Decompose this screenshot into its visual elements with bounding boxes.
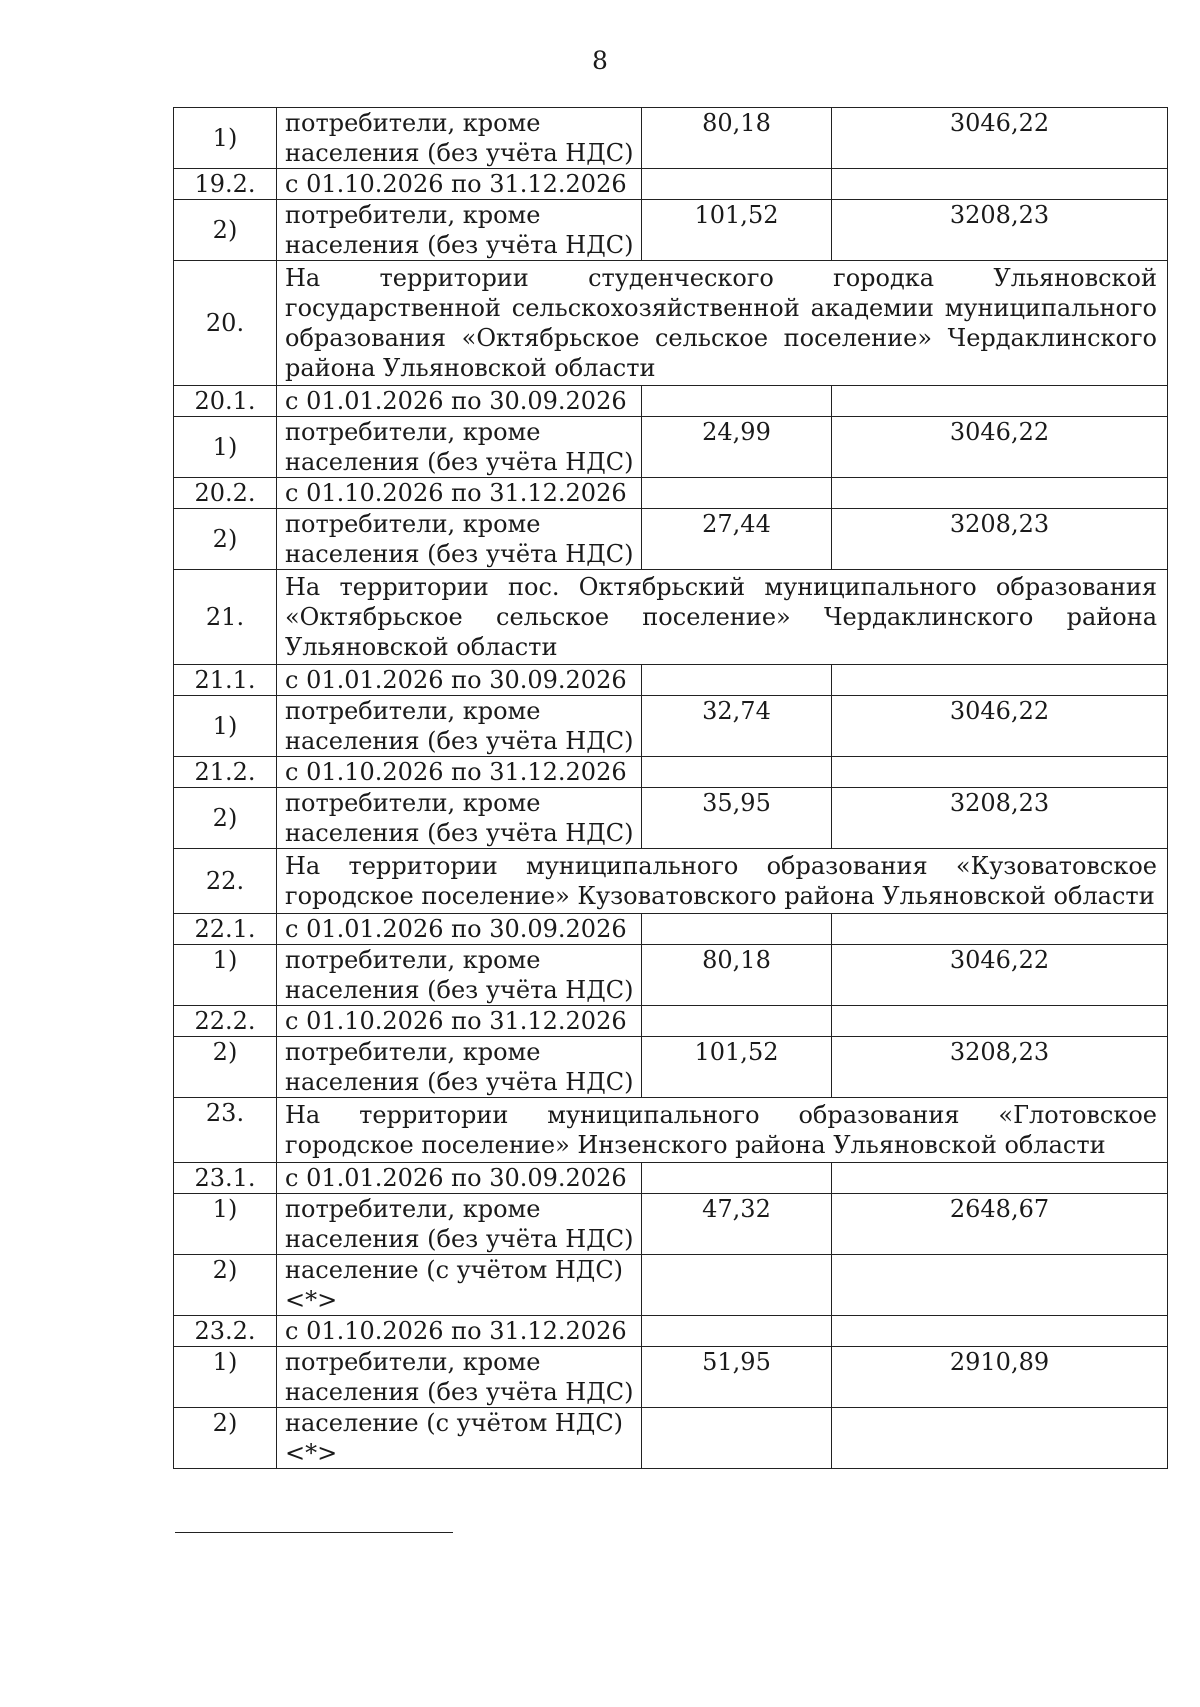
row-number: 20.: [174, 261, 277, 386]
tariff-value-1: 101,52: [642, 1037, 832, 1098]
period-label: с 01.01.2026 по 30.09.2026: [277, 1163, 642, 1194]
consumer-category: потребители, кроме населения (без учёта НДС): [277, 945, 642, 1006]
period-label: с 01.10.2026 по 31.12.2026: [277, 1316, 642, 1347]
tariff-value-empty: [832, 1006, 1168, 1037]
tariff-value-empty: [832, 665, 1168, 696]
consumer-category: потребители, кроме населения (без учёта НДС): [277, 1194, 642, 1255]
row-number: 1): [174, 1347, 277, 1408]
tariff-value-empty: [642, 665, 832, 696]
tariff-value-empty: [642, 1316, 832, 1347]
period-row: [174, 1316, 1168, 1347]
consumer-category: потребители, кроме населения (без учёта НДС): [277, 200, 642, 261]
period-row: [174, 1006, 1168, 1037]
row-number: 2): [174, 1408, 277, 1469]
period-row: [174, 386, 1168, 417]
tariff-value-1: 101,52: [642, 200, 832, 261]
tariff-value-1: 32,74: [642, 696, 832, 757]
territory-row: [174, 570, 1168, 665]
tariff-value-2: 3046,22: [832, 945, 1168, 1006]
consumer-row: [174, 108, 1168, 169]
period-row: [174, 757, 1168, 788]
row-number: 23.1.: [174, 1163, 277, 1194]
tariff-value-2: [832, 1255, 1168, 1316]
consumer-category: население (с учётом НДС) <*>: [277, 1255, 642, 1316]
tariff-value-empty: [832, 914, 1168, 945]
tariff-value-empty: [642, 1006, 832, 1037]
tariff-value-empty: [642, 914, 832, 945]
consumer-row: [174, 1037, 1168, 1098]
row-number: 22.: [174, 849, 277, 914]
territory-row: [174, 849, 1168, 914]
row-number: 1): [174, 1194, 277, 1255]
tariff-value-1: [642, 1408, 832, 1469]
tariff-value-2: 3208,23: [832, 509, 1168, 570]
tariff-value-empty: [832, 478, 1168, 509]
consumer-category: потребители, кроме населения (без учёта НДС): [277, 696, 642, 757]
tariff-value-empty: [832, 169, 1168, 200]
consumer-row: [174, 200, 1168, 261]
tariff-value-2: [832, 1408, 1168, 1469]
tariff-value-1: 47,32: [642, 1194, 832, 1255]
tariff-value-2: 3046,22: [832, 108, 1168, 169]
row-number: 21.1.: [174, 665, 277, 696]
territory-description: На территории студенческого городка Ульяновской государственной сельскохозяйственной академии муниципального образования «Октябрьское сельское поселение» Чердаклинского района Ульяновской области: [277, 261, 1168, 386]
tariff-value-empty: [642, 757, 832, 788]
tariff-table-body: [174, 108, 1168, 1469]
consumer-category: потребители, кроме населения (без учёта НДС): [277, 788, 642, 849]
territory-row: [174, 1098, 1168, 1163]
territory-description: На территории пос. Октябрьский муниципального образования «Октябрьское сельское поселение» Чердаклинского района Ульяновской области: [277, 570, 1168, 665]
period-label: с 01.01.2026 по 30.09.2026: [277, 386, 642, 417]
tariff-value-2: 2910,89: [832, 1347, 1168, 1408]
tariff-value-2: 3046,22: [832, 696, 1168, 757]
row-number: 22.1.: [174, 914, 277, 945]
tariff-value-empty: [832, 386, 1168, 417]
row-number: 20.1.: [174, 386, 277, 417]
period-row: [174, 1163, 1168, 1194]
row-number: 2): [174, 788, 277, 849]
tariff-value-1: 51,95: [642, 1347, 832, 1408]
tariff-value-2: 2648,67: [832, 1194, 1168, 1255]
row-number: 2): [174, 1255, 277, 1316]
row-number: 2): [174, 509, 277, 570]
territory-description: На территории муниципального образования «Глотовское городское поселение» Инзенского района Ульяновской области: [277, 1098, 1168, 1163]
tariff-value-empty: [832, 1163, 1168, 1194]
tariff-value-empty: [642, 478, 832, 509]
consumer-row: [174, 1255, 1168, 1316]
consumer-row: [174, 417, 1168, 478]
footnote-separator: [175, 1532, 453, 1533]
row-number: 1): [174, 108, 277, 169]
consumer-row: [174, 945, 1168, 1006]
page-number: 8: [592, 46, 608, 75]
period-label: с 01.01.2026 по 30.09.2026: [277, 665, 642, 696]
consumer-category: потребители, кроме населения (без учёта НДС): [277, 417, 642, 478]
tariff-value-1: 24,99: [642, 417, 832, 478]
tariff-value-empty: [832, 757, 1168, 788]
row-number: 2): [174, 1037, 277, 1098]
tariff-value-2: 3208,23: [832, 1037, 1168, 1098]
consumer-category: потребители, кроме населения (без учёта НДС): [277, 1347, 642, 1408]
period-label: с 01.10.2026 по 31.12.2026: [277, 1006, 642, 1037]
period-label: с 01.01.2026 по 30.09.2026: [277, 914, 642, 945]
consumer-row: [174, 509, 1168, 570]
tariff-value-empty: [642, 169, 832, 200]
consumer-category: потребители, кроме населения (без учёта НДС): [277, 108, 642, 169]
territory-description: На территории муниципального образования «Кузоватовское городское поселение» Кузоватовского района Ульяновской области: [277, 849, 1168, 914]
period-row: [174, 665, 1168, 696]
consumer-row: [174, 1194, 1168, 1255]
tariff-value-2: 3208,23: [832, 200, 1168, 261]
tariff-value-empty: [642, 1163, 832, 1194]
tariff-table: [173, 107, 1168, 1469]
tariff-value-empty: [642, 386, 832, 417]
consumer-row: [174, 788, 1168, 849]
consumer-row: [174, 1347, 1168, 1408]
period-row: [174, 478, 1168, 509]
tariff-value-2: 3046,22: [832, 417, 1168, 478]
row-number: 22.2.: [174, 1006, 277, 1037]
period-row: [174, 914, 1168, 945]
row-number: 1): [174, 945, 277, 1006]
period-label: с 01.10.2026 по 31.12.2026: [277, 478, 642, 509]
row-number: 2): [174, 200, 277, 261]
row-number: 23.: [174, 1098, 277, 1163]
consumer-category: потребители, кроме населения (без учёта НДС): [277, 509, 642, 570]
period-label: с 01.10.2026 по 31.12.2026: [277, 757, 642, 788]
tariff-value-1: 35,95: [642, 788, 832, 849]
row-number: 21.: [174, 570, 277, 665]
period-label: с 01.10.2026 по 31.12.2026: [277, 169, 642, 200]
tariff-value-1: 80,18: [642, 108, 832, 169]
tariff-value-1: 80,18: [642, 945, 832, 1006]
consumer-category: население (с учётом НДС) <*>: [277, 1408, 642, 1469]
consumer-row: [174, 696, 1168, 757]
row-number: 19.2.: [174, 169, 277, 200]
tariff-value-1: [642, 1255, 832, 1316]
row-number: 21.2.: [174, 757, 277, 788]
consumer-category: потребители, кроме населения (без учёта НДС): [277, 1037, 642, 1098]
row-number: 1): [174, 417, 277, 478]
row-number: 20.2.: [174, 478, 277, 509]
consumer-row: [174, 1408, 1168, 1469]
territory-row: [174, 261, 1168, 386]
tariff-value-2: 3208,23: [832, 788, 1168, 849]
row-number: 1): [174, 696, 277, 757]
tariff-value-empty: [832, 1316, 1168, 1347]
period-row: [174, 169, 1168, 200]
row-number: 23.2.: [174, 1316, 277, 1347]
tariff-value-1: 27,44: [642, 509, 832, 570]
